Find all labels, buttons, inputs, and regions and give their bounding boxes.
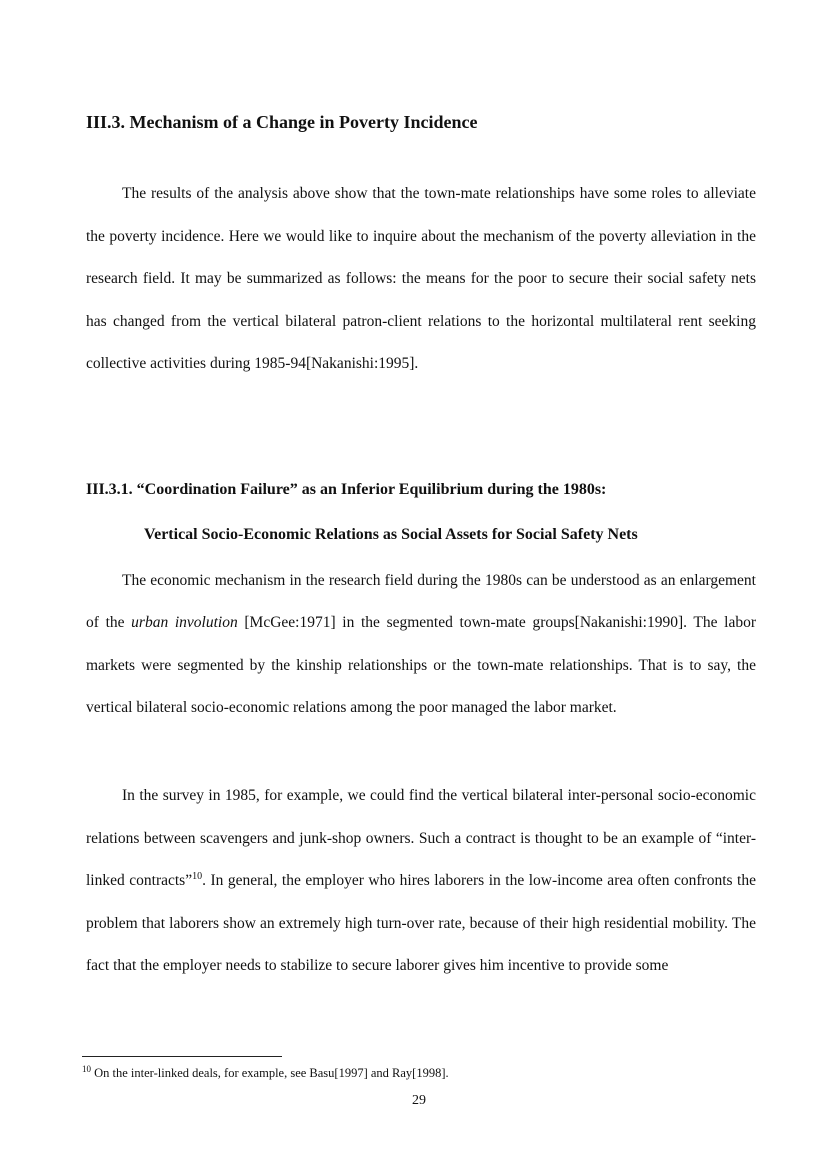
section-heading: III.3. Mechanism of a Change in Poverty Incidence [86,112,478,132]
footnote-reference: 10 [192,871,203,883]
page-number: 29 [412,1093,426,1108]
paragraph-text: . In general, the employer who hires laborers in the low-income area often confronts the problem that laborers show an extremely high turn-over rate, because of their high residential mobility. The fact that the employer needs to stabilize to secure laborer gives him incentive to provide some [86,872,756,975]
footnote [82,1063,449,1081]
paragraph-inter-linked-contracts [86,775,756,988]
paragraph-urban-involution [86,560,756,730]
emphasized-term: urban involution [131,614,238,632]
footnote-text: On the inter-linked deals, for example, see Basu[1997] and Ray[1998]. [91,1066,449,1080]
paragraph-text: [McGee:1971] in the segmented town-mate groups[Nakanishi:1990]. The labor markets were segmented by the kinship relationships or the town-mate relationships. That is to say, the vertical bilateral socio-economic relations among the poor managed the labor market. [86,614,756,717]
paragraph-text: The economic mechanism in the research field during the 1980s can be understood as an enlargement of the [86,572,756,632]
footnote-divider [82,1056,282,1057]
footnote-marker: 10 [82,1063,91,1074]
paragraph-text: In the survey in 1985, for example, we could find the vertical bilateral inter-personal socio-economic relations between scavengers and junk-shop owners. Such a contract is thought to be an example of “inter-linked contracts” [86,787,756,890]
subsection-heading-line2: Vertical Socio-Economic Relations as Social Assets for Social Safety Nets [144,526,638,543]
subsection-heading-line1: III.3.1. “Coordination Failure” as an Inferior Equilibrium during the 1980s: [86,481,607,498]
paragraph-poverty-alleviation: The results of the analysis above show that the town-mate relationships have some roles to alleviate the poverty incidence. Here we would like to inquire about the mechanism of the poverty alleviation in the research field. It may be summarized as follows: the means for the poor to secure their social safety nets has changed from the vertical bilateral patron-client relations to the horizontal multilateral rent seeking collective activities during 1985-94[Nakanishi:1995]. [86,185,756,373]
